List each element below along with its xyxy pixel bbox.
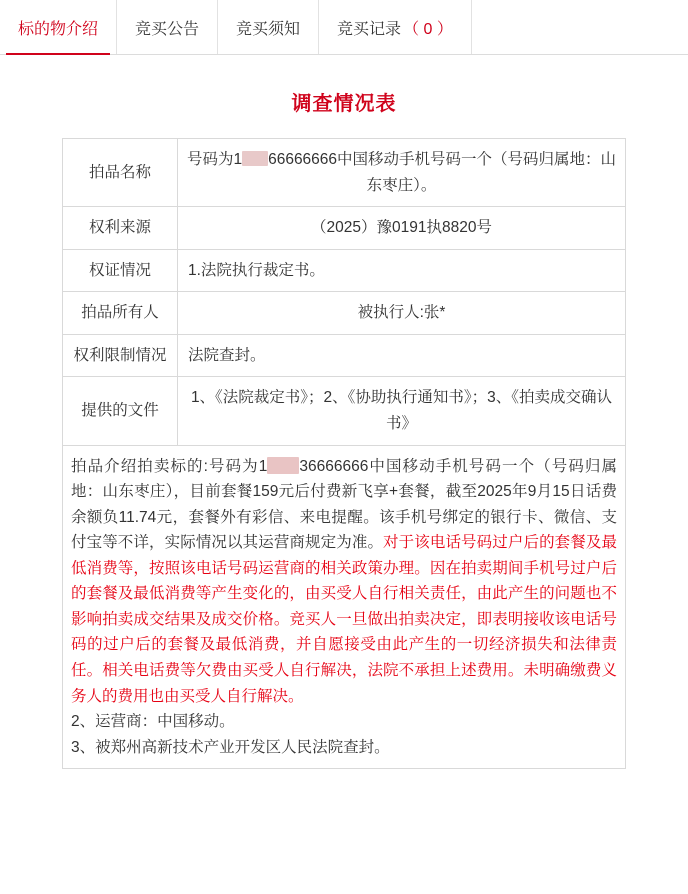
item-name-prefix: 号码为1 bbox=[186, 151, 243, 168]
table-row bbox=[63, 249, 626, 292]
description-red-block: 对于该电话号码过户后的套餐及最低消费等，按照该电话号码运营商的相关政策办理。因在拍卖期间手机号过户后的套餐及最低消费等产生变化的，由买受人自行相关责任，由此产生的问题也不影响拍卖成交结果及成交价格。竞买人一旦做出拍卖决定，即表明接收该电话号码的过户后的套餐及最低消费，并自愿接受由此产生的一切经济损失和法律责任。相关电话费等欠费由买受人自行解决，法院不承担上述费用。未明确缴费义务人的费用也由买受人自行解决。 bbox=[71, 534, 617, 705]
table-row bbox=[63, 334, 626, 377]
description-item-2: 2、运营商：中国移动。 bbox=[71, 713, 235, 731]
table-row-description bbox=[63, 445, 626, 769]
tab-bidding-notice[interactable] bbox=[218, 0, 319, 54]
tab-label: 竞买记录 bbox=[337, 20, 402, 38]
table-row bbox=[63, 292, 626, 335]
tab-label: 标的物介绍 bbox=[18, 20, 99, 38]
redaction-mask-icon bbox=[242, 151, 268, 166]
tab-subject-intro[interactable] bbox=[0, 0, 117, 54]
page-title: 调查情况表 bbox=[291, 93, 397, 115]
row-value-provided-documents: 1、《法院裁定书》；2、《协助执行通知书》；3、《拍卖成交确认书》 bbox=[178, 377, 626, 445]
survey-info-table bbox=[62, 138, 626, 769]
redaction-mask-icon bbox=[267, 457, 299, 474]
row-label-owner: 拍品所有人 bbox=[63, 292, 178, 335]
row-value-certificate-status: 1.法院执行裁定书。 bbox=[178, 249, 626, 292]
row-label-rights-restriction: 权利限制情况 bbox=[63, 334, 178, 377]
row-label-rights-source: 权利来源 bbox=[63, 207, 178, 250]
description-lead-part1: 拍品介绍拍卖标的:号码为1 bbox=[71, 457, 268, 475]
description-item-3: 3、被郑州高新技术产业开发区人民法院查封。 bbox=[71, 738, 390, 756]
info-table-wrapper bbox=[0, 138, 688, 769]
row-label-item-name: 拍品名称 bbox=[63, 139, 178, 207]
row-value-rights-restriction: 法院查封。 bbox=[178, 334, 626, 377]
description-cell bbox=[63, 445, 626, 769]
row-label-provided-documents: 提供的文件 bbox=[63, 377, 178, 445]
row-value-rights-source: （2025）豫0191执8820号 bbox=[178, 207, 626, 250]
table-row bbox=[63, 207, 626, 250]
tab-bidding-records-count: （ 0 ） bbox=[403, 20, 453, 38]
description-paragraph bbox=[71, 454, 617, 710]
row-value-owner: 被执行人:张* bbox=[178, 292, 626, 335]
description-lead-part2: 36666666中国移动手机号码一个（号码归属地：山东枣庄），目前套餐159元后付费新飞享+套餐，截至2025年9月15日话费余额负11.74元，套餐外有彩信、来电提醒。该手机号绑定的银行卡、微信、支付宝等不详，实际情况以其运营商规定为准。 bbox=[71, 457, 617, 552]
tab-label: 竞买须知 bbox=[236, 20, 301, 38]
tab-auction-announcement[interactable] bbox=[117, 0, 218, 54]
table-row bbox=[63, 377, 626, 445]
tab-bidding-records[interactable] bbox=[319, 0, 472, 54]
item-name-suffix: 66666666中国移动手机号码一个（号码归属地：山东枣庄）。 bbox=[268, 151, 617, 194]
tab-bar bbox=[0, 0, 688, 55]
row-label-certificate-status: 权证情况 bbox=[63, 249, 178, 292]
tab-label: 竞买公告 bbox=[135, 20, 200, 38]
row-value-item-name bbox=[178, 139, 626, 207]
table-row bbox=[63, 139, 626, 207]
